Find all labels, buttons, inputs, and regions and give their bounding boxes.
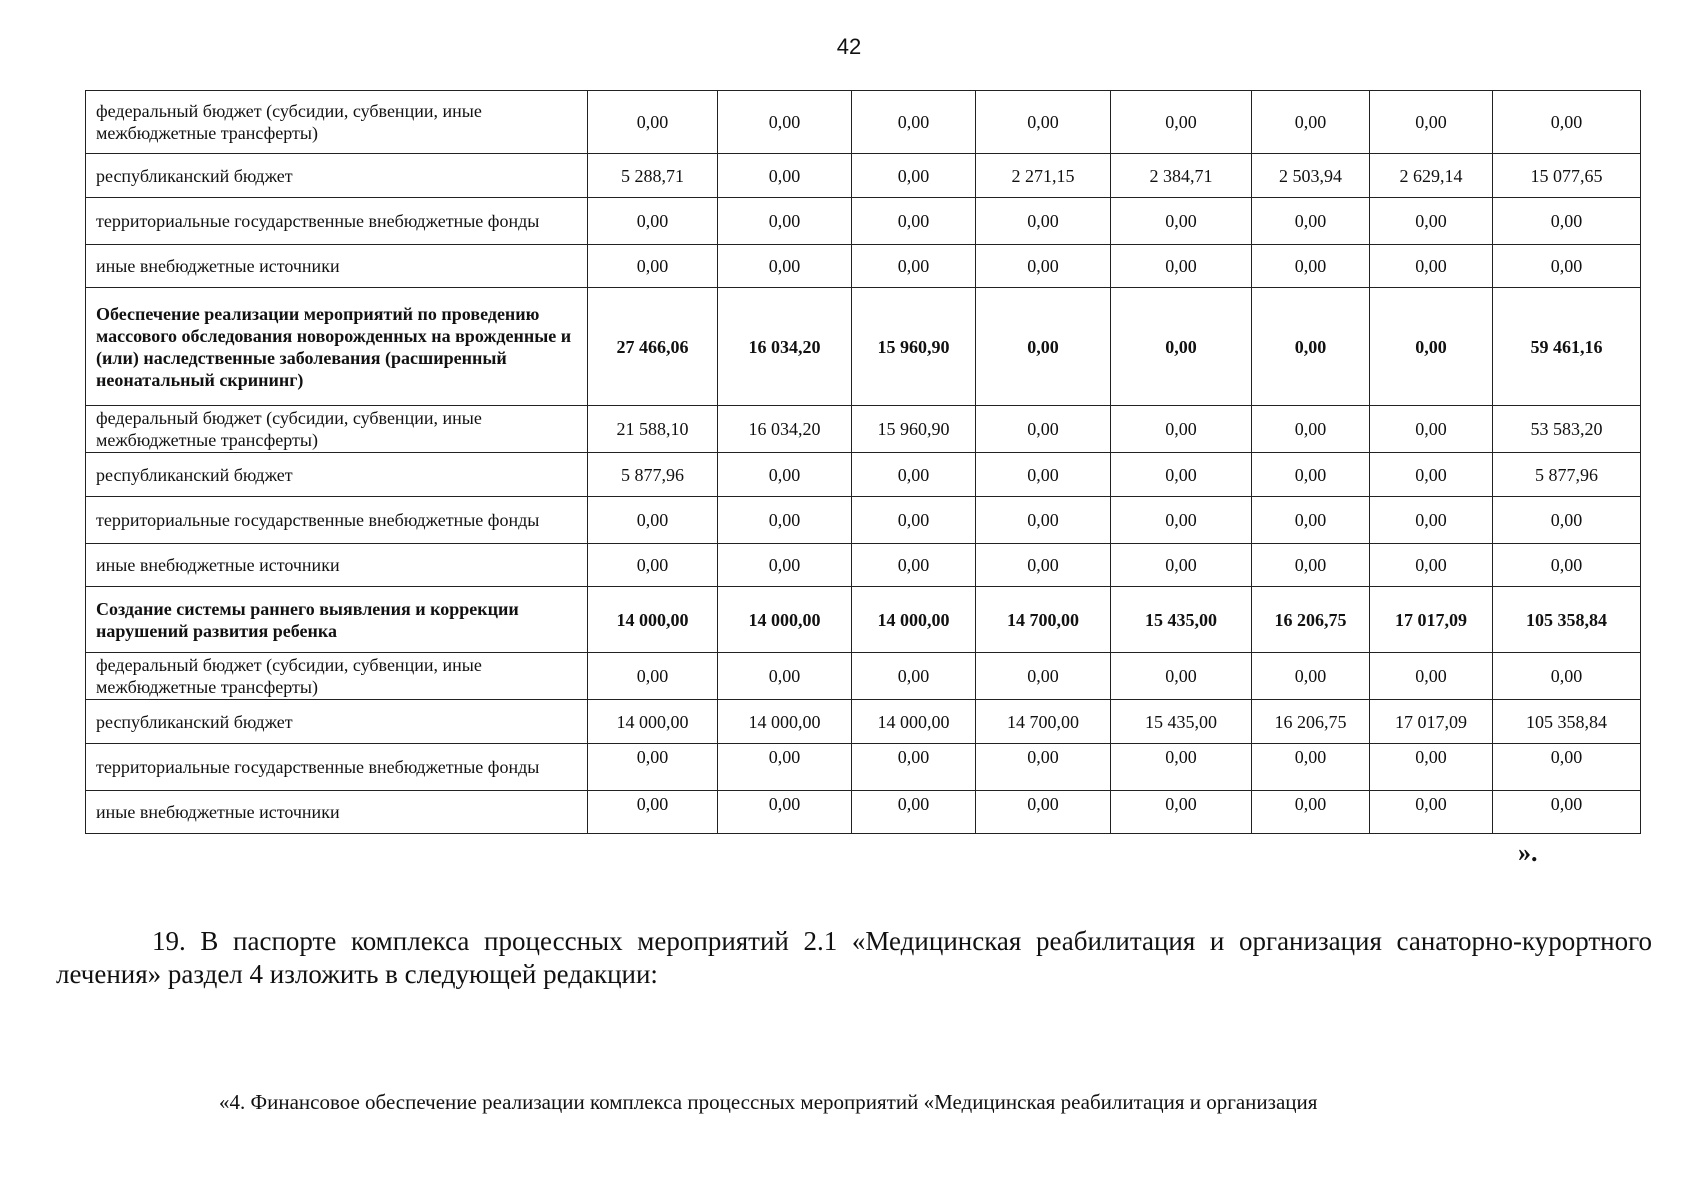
cell-value: 0,00 [852,154,976,198]
section-heading: «4. Финансовое обеспечение реализации комплекса процессных мероприятий «Медицинская реабилитация и организация [219,1090,1318,1114]
cell-value: 0,00 [718,544,852,587]
cell-value: 0,00 [1252,544,1370,587]
cell-value: 0,00 [976,91,1111,154]
cell-value: 0,00 [718,744,852,791]
cell-value: 0,00 [852,544,976,587]
table-row [86,544,1641,587]
table-row [86,497,1641,544]
cell-value: 0,00 [718,154,852,198]
row-label: Обеспечение реализации мероприятий по проведению массового обследования новорожденных на врожденные и (или) наследственные заболевания (расширенный неонатальный скрининг) [86,288,588,406]
cell-value: 15 077,65 [1493,154,1641,198]
cell-value: 0,00 [718,453,852,497]
cell-value: 59 461,16 [1493,288,1641,406]
cell-value: 0,00 [1370,497,1493,544]
cell-value: 15 435,00 [1111,587,1252,653]
cell-value: 2 503,94 [1252,154,1370,198]
cell-value: 0,00 [976,497,1111,544]
table-row [86,587,1641,653]
row-label: федеральный бюджет (субсидии, субвенции, иные межбюджетные трансферты) [86,653,588,700]
cell-value: 0,00 [1252,497,1370,544]
cell-value: 17 017,09 [1370,700,1493,744]
cell-value: 0,00 [588,791,718,834]
cell-value: 105 358,84 [1493,587,1641,653]
cell-value: 0,00 [718,91,852,154]
cell-value: 0,00 [588,544,718,587]
cell-value: 0,00 [976,406,1111,453]
cell-value: 14 000,00 [718,700,852,744]
table-row [86,791,1641,834]
cell-value: 0,00 [1111,744,1252,791]
table-row [86,653,1641,700]
row-label: федеральный бюджет (субсидии, субвенции, иные межбюджетные трансферты) [86,406,588,453]
cell-value: 0,00 [976,544,1111,587]
cell-value: 0,00 [1493,198,1641,245]
cell-value: 0,00 [1493,91,1641,154]
cell-value: 0,00 [1111,497,1252,544]
cell-value: 14 000,00 [852,700,976,744]
cell-value: 0,00 [1493,544,1641,587]
cell-value: 16 034,20 [718,288,852,406]
cell-value: 0,00 [1370,653,1493,700]
cell-value: 0,00 [718,198,852,245]
row-label: территориальные государственные внебюджетные фонды [86,744,588,791]
cell-value: 0,00 [976,198,1111,245]
cell-value: 0,00 [718,791,852,834]
table-row [86,406,1641,453]
cell-value: 15 960,90 [852,288,976,406]
cell-value: 17 017,09 [1370,587,1493,653]
cell-value: 0,00 [1252,791,1370,834]
cell-value: 53 583,20 [1493,406,1641,453]
cell-value: 0,00 [1370,744,1493,791]
cell-value: 0,00 [852,497,976,544]
cell-value: 0,00 [852,653,976,700]
cell-value: 0,00 [1370,245,1493,288]
cell-value: 0,00 [1370,288,1493,406]
cell-value: 0,00 [976,791,1111,834]
cell-value: 0,00 [1493,497,1641,544]
cell-value: 0,00 [976,453,1111,497]
cell-value: 0,00 [1370,198,1493,245]
cell-value: 5 877,96 [588,453,718,497]
cell-value: 0,00 [976,245,1111,288]
cell-value: 0,00 [1252,198,1370,245]
cell-value: 0,00 [852,744,976,791]
cell-value: 0,00 [1493,744,1641,791]
amendment-paragraph: 19. В паспорте комплекса процессных мероприятий 2.1 «Медицинская реабилитация и организация санаторно-курортного лечения» раздел 4 изложить в следующей редакции: [56,926,1652,989]
cell-value: 0,00 [1111,453,1252,497]
cell-value: 16 206,75 [1252,587,1370,653]
table-row [86,154,1641,198]
cell-value: 0,00 [1111,544,1252,587]
cell-value: 14 000,00 [588,587,718,653]
cell-value: 0,00 [588,198,718,245]
cell-value: 0,00 [1252,453,1370,497]
cell-value: 0,00 [1111,91,1252,154]
cell-value: 27 466,06 [588,288,718,406]
row-label: республиканский бюджет [86,700,588,744]
cell-value: 14 700,00 [976,587,1111,653]
cell-value: 0,00 [976,744,1111,791]
cell-value: 0,00 [718,245,852,288]
row-label: иные внебюджетные источники [86,544,588,587]
cell-value: 15 960,90 [852,406,976,453]
cell-value: 0,00 [1370,406,1493,453]
cell-value: 0,00 [1252,406,1370,453]
cell-value: 0,00 [1493,245,1641,288]
cell-value: 0,00 [1111,791,1252,834]
row-label: республиканский бюджет [86,154,588,198]
cell-value: 0,00 [1111,245,1252,288]
table-row [86,245,1641,288]
table-row [86,198,1641,245]
cell-value: 0,00 [1252,91,1370,154]
cell-value: 2 629,14 [1370,154,1493,198]
cell-value: 0,00 [1252,744,1370,791]
table-row [86,288,1641,406]
cell-value: 0,00 [1252,653,1370,700]
budget-table [85,90,1641,834]
cell-value: 16 206,75 [1252,700,1370,744]
row-label: территориальные государственные внебюджетные фонды [86,198,588,245]
cell-value: 0,00 [1370,453,1493,497]
cell-value: 0,00 [1370,91,1493,154]
cell-value: 0,00 [588,91,718,154]
cell-value: 0,00 [718,497,852,544]
page-number: 42 [836,34,862,59]
cell-value: 0,00 [1111,288,1252,406]
cell-value: 0,00 [1111,198,1252,245]
cell-value: 0,00 [852,91,976,154]
cell-value: 0,00 [1493,653,1641,700]
cell-value: 0,00 [852,791,976,834]
row-label: республиканский бюджет [86,453,588,497]
cell-value: 0,00 [852,198,976,245]
table-row [86,700,1641,744]
cell-value: 16 034,20 [718,406,852,453]
cell-value: 105 358,84 [1493,700,1641,744]
cell-value: 14 000,00 [718,587,852,653]
cell-value: 0,00 [588,497,718,544]
cell-value: 0,00 [1493,791,1641,834]
closing-quote: ». [1518,838,1538,867]
cell-value: 14 000,00 [852,587,976,653]
cell-value: 0,00 [1111,653,1252,700]
table-row [86,91,1641,154]
table-row [86,744,1641,791]
cell-value: 14 000,00 [588,700,718,744]
table-row [86,453,1641,497]
cell-value: 0,00 [1370,544,1493,587]
cell-value: 21 588,10 [588,406,718,453]
cell-value: 0,00 [852,245,976,288]
cell-value: 0,00 [718,653,852,700]
cell-value: 15 435,00 [1111,700,1252,744]
cell-value: 14 700,00 [976,700,1111,744]
cell-value: 0,00 [976,653,1111,700]
cell-value: 0,00 [588,653,718,700]
cell-value: 0,00 [852,453,976,497]
row-label: Создание системы раннего выявления и коррекции нарушений развития ребенка [86,587,588,653]
row-label: иные внебюджетные источники [86,791,588,834]
cell-value: 0,00 [1370,791,1493,834]
cell-value: 5 288,71 [588,154,718,198]
cell-value: 0,00 [588,744,718,791]
cell-value: 0,00 [1252,288,1370,406]
cell-value: 0,00 [1252,245,1370,288]
cell-value: 0,00 [1111,406,1252,453]
cell-value: 0,00 [588,245,718,288]
cell-value: 0,00 [976,288,1111,406]
row-label: территориальные государственные внебюджетные фонды [86,497,588,544]
cell-value: 2 271,15 [976,154,1111,198]
row-label: иные внебюджетные источники [86,245,588,288]
cell-value: 5 877,96 [1493,453,1641,497]
cell-value: 2 384,71 [1111,154,1252,198]
row-label: федеральный бюджет (субсидии, субвенции, иные межбюджетные трансферты) [86,91,588,154]
